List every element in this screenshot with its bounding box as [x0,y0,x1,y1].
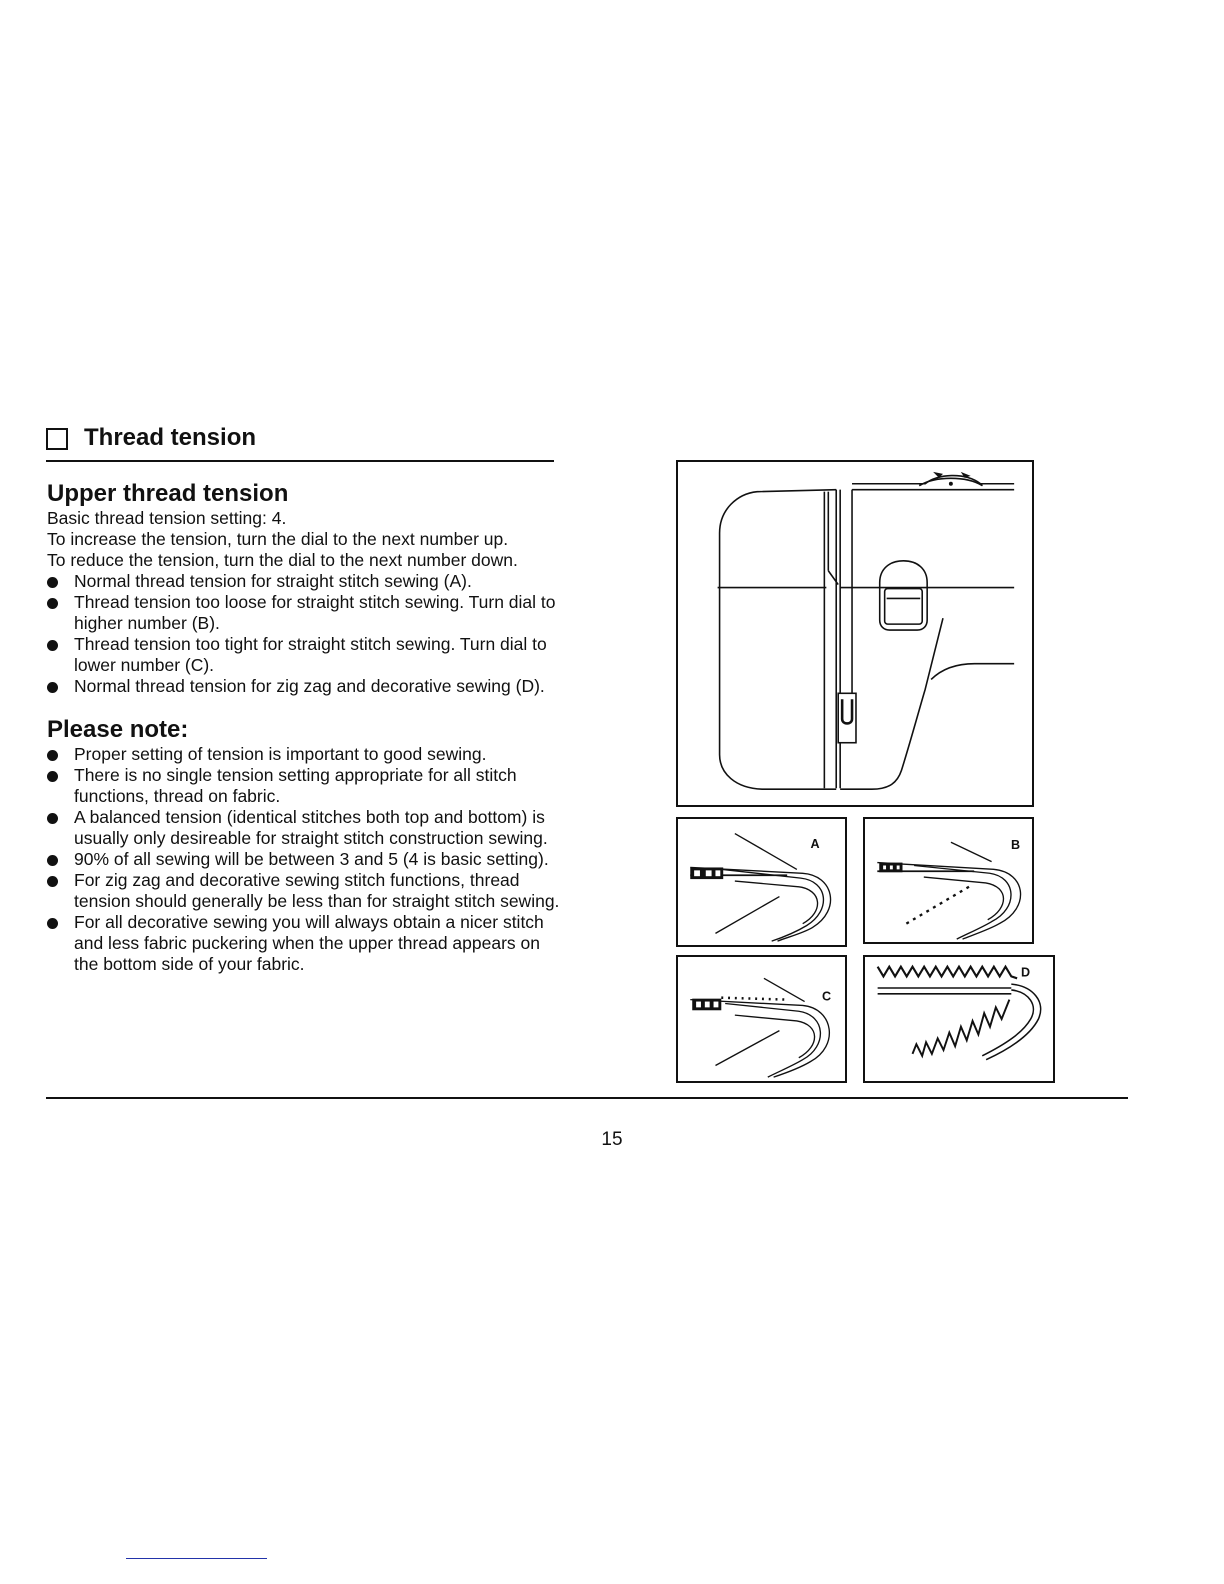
diagram-label-b: B [1010,838,1021,853]
list-item: Thread tension too tight for straight stitch sewing. Turn dial to lower number (C). [47,634,567,676]
please-note-list [47,744,567,975]
list-item: There is no single tension setting appropriate for all stitch functions, thread on fabric. [47,765,567,807]
bottom-divider [46,1097,1128,1099]
list-item: A balanced tension (identical stitches both top and bottom) is usually only desireable for straight stitch construction sewing. [47,807,567,849]
list-item: For all decorative sewing you will always obtain a nicer stitch and less fabric puckering when the upper thread appears on the bottom side of your fabric. [47,912,567,975]
tension-diagram-c [676,955,847,1083]
basic-setting-line: Basic thread tension setting: 4. [47,508,287,528]
list-item: Normal thread tension for zig zag and decorative sewing (D). [47,676,567,697]
footer-link-underline [126,1558,267,1559]
fabric-stitch-diagram-icon [678,957,845,1081]
bullet-icon [47,855,58,866]
tension-diagram-d [863,955,1055,1083]
bullet-icon [47,598,58,609]
upper-tension-heading: Upper thread tension [47,480,289,507]
fabric-stitch-diagram-icon [678,819,845,945]
zigzag-stitch-diagram-icon [865,957,1053,1081]
section-checkbox-icon [46,428,68,450]
bullet-icon [47,682,58,693]
diagram-label-d: D [1021,965,1031,980]
bullet-icon [47,918,58,929]
text-column [47,480,567,975]
bullet-icon [47,813,58,824]
bullet-icon [47,750,58,761]
page-number: 15 [601,1129,623,1150]
section-header [46,426,554,462]
list-item: Proper setting of tension is important to good sewing. [47,744,567,765]
list-item: 90% of all sewing will be between 3 and 5 (4 is basic setting). [47,849,567,870]
list-item: For zig zag and decorative sewing stitch functions, thread tension should generally be less than for straight stitch sewing. [47,870,567,912]
bullet-icon [47,577,58,588]
fabric-stitch-diagram-icon [865,819,1032,942]
bullet-icon [47,876,58,887]
bullet-icon [47,771,58,782]
tension-diagram-a [676,817,847,947]
section-title: Thread tension [84,424,257,451]
please-note-heading: Please note: [47,716,189,743]
upper-tension-list [47,571,567,697]
diagram-label-a: A [810,837,820,852]
bullet-icon [47,640,58,651]
sewing-machine-head-icon [678,462,1032,805]
list-item: Thread tension too loose for straight stitch sewing. Turn dial to higher number (B). [47,592,567,634]
diagram-label-c: C [822,989,832,1004]
machine-tension-dial-illustration [676,460,1034,807]
tension-diagram-b [863,817,1034,944]
reduce-tension-line: To reduce the tension, turn the dial to the next number down. [47,550,518,570]
list-item: Normal thread tension for straight stitch sewing (A). [47,571,567,592]
increase-tension-line: To increase the tension, turn the dial to the next number up. [47,529,509,549]
